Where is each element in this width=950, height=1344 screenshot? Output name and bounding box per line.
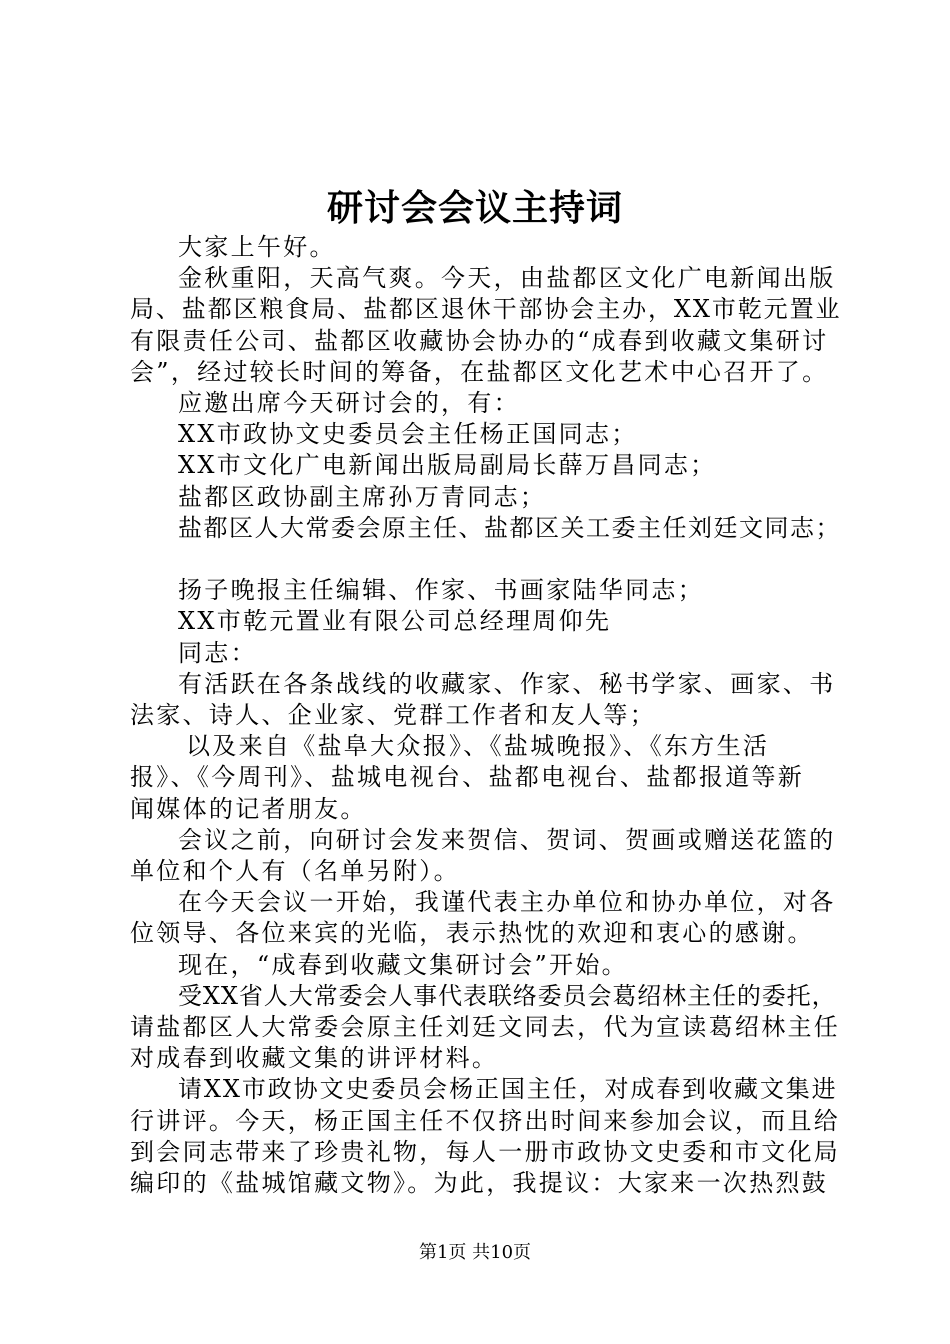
page-number-footer: 第1页 共10页 — [418, 1242, 532, 1263]
document-title: 研讨会会议主持词 — [326, 187, 623, 229]
paragraph-line: 到会同志带来了珍贵礼物，每人一册市政协文史委和市文化局 — [130, 1137, 841, 1166]
paragraph-line: 会议之前，向研讨会发来贺信、贺词、贺画或赠送花篮的 — [178, 825, 836, 854]
paragraph-line: 闻媒体的记者朋友。 — [130, 794, 367, 823]
paragraph-line: 同志： — [178, 638, 257, 667]
paragraph-line: 行讲评。今天，杨正国主任不仅挤出时间来参加会议，而且给 — [130, 1106, 841, 1135]
paragraph-line: 应邀出席今天研讨会的，有： — [178, 389, 520, 418]
paragraph-line: 金秋重阳，天高气爽。今天，由盐都区文化广电新闻出版 — [178, 264, 836, 293]
paragraph-line: 局、盐都区粮食局、盐都区退休干部协会主办，XX市乾元置业 — [130, 295, 842, 324]
paragraph-line: 受XX省人大常委会人事代表联络委员会葛绍林主任的委托， — [178, 981, 837, 1010]
paragraph-line: 法家、诗人、企业家、党群工作者和友人等； — [130, 701, 656, 730]
paragraph-line: 编印的《盐城馆藏文物》。为此，我提议：大家来一次热烈鼓 — [130, 1169, 829, 1198]
paragraph-line: XX市文化广电新闻出版局副局长薛万昌同志； — [178, 451, 717, 480]
paragraph-line: 在今天会议一开始，我谨代表主办单位和协办单位，对各 — [178, 888, 836, 917]
blank-line — [130, 544, 840, 575]
paragraph-line: XX市政协文史委员会主任杨正国同志； — [178, 420, 638, 449]
paragraph-line: 盐都区人大常委会原主任、盐都区关工委主任刘廷文同志； — [178, 513, 841, 542]
document-body — [130, 232, 840, 1199]
paragraph-line: 盐都区政协副主席孙万青同志； — [178, 482, 547, 511]
paragraph-line: 对成春到收藏文集的讲评材料。 — [130, 1044, 499, 1073]
paragraph-line: 单位和个人有（名单另附）。 — [130, 857, 460, 886]
paragraph-line: 请盐都区人大常委会原主任刘廷文同去，代为宣读葛绍林主任 — [130, 1013, 841, 1042]
paragraph-line: XX市乾元置业有限公司总经理周仰先 — [178, 607, 612, 636]
paragraph-line: 报》、《今周刊》、盐城电视台、盐都电视台、盐都报道等新 — [130, 763, 805, 792]
paragraph-line: 扬子晚报主任编辑、作家、书画家陆华同志； — [178, 576, 704, 605]
paragraph-line: 有限责任公司、盐都区收藏协会协办的“成春到收藏文集研讨 — [130, 326, 829, 355]
paragraph-line: 请XX市政协文史委员会杨正国主任，对成春到收藏文集进 — [178, 1075, 838, 1104]
paragraph-line: 会”，经过较长时间的筹备，在盐都区文化艺术中心召开了。 — [130, 357, 829, 386]
paragraph-line: 位领导、各位来宾的光临，表示热忱的欢迎和衷心的感谢。 — [130, 919, 814, 948]
paragraph-line: 现在，“成春到收藏文集研讨会”开始。 — [178, 950, 628, 979]
paragraph-line: 以及来自《盐阜大众报》、《盐城晚报》、《东方生活 — [186, 732, 770, 761]
paragraph-line: 大家上午好。 — [178, 233, 336, 261]
paragraph-line: 有活跃在各条战线的收藏家、作家、秘书学家、画家、书 — [178, 669, 836, 698]
